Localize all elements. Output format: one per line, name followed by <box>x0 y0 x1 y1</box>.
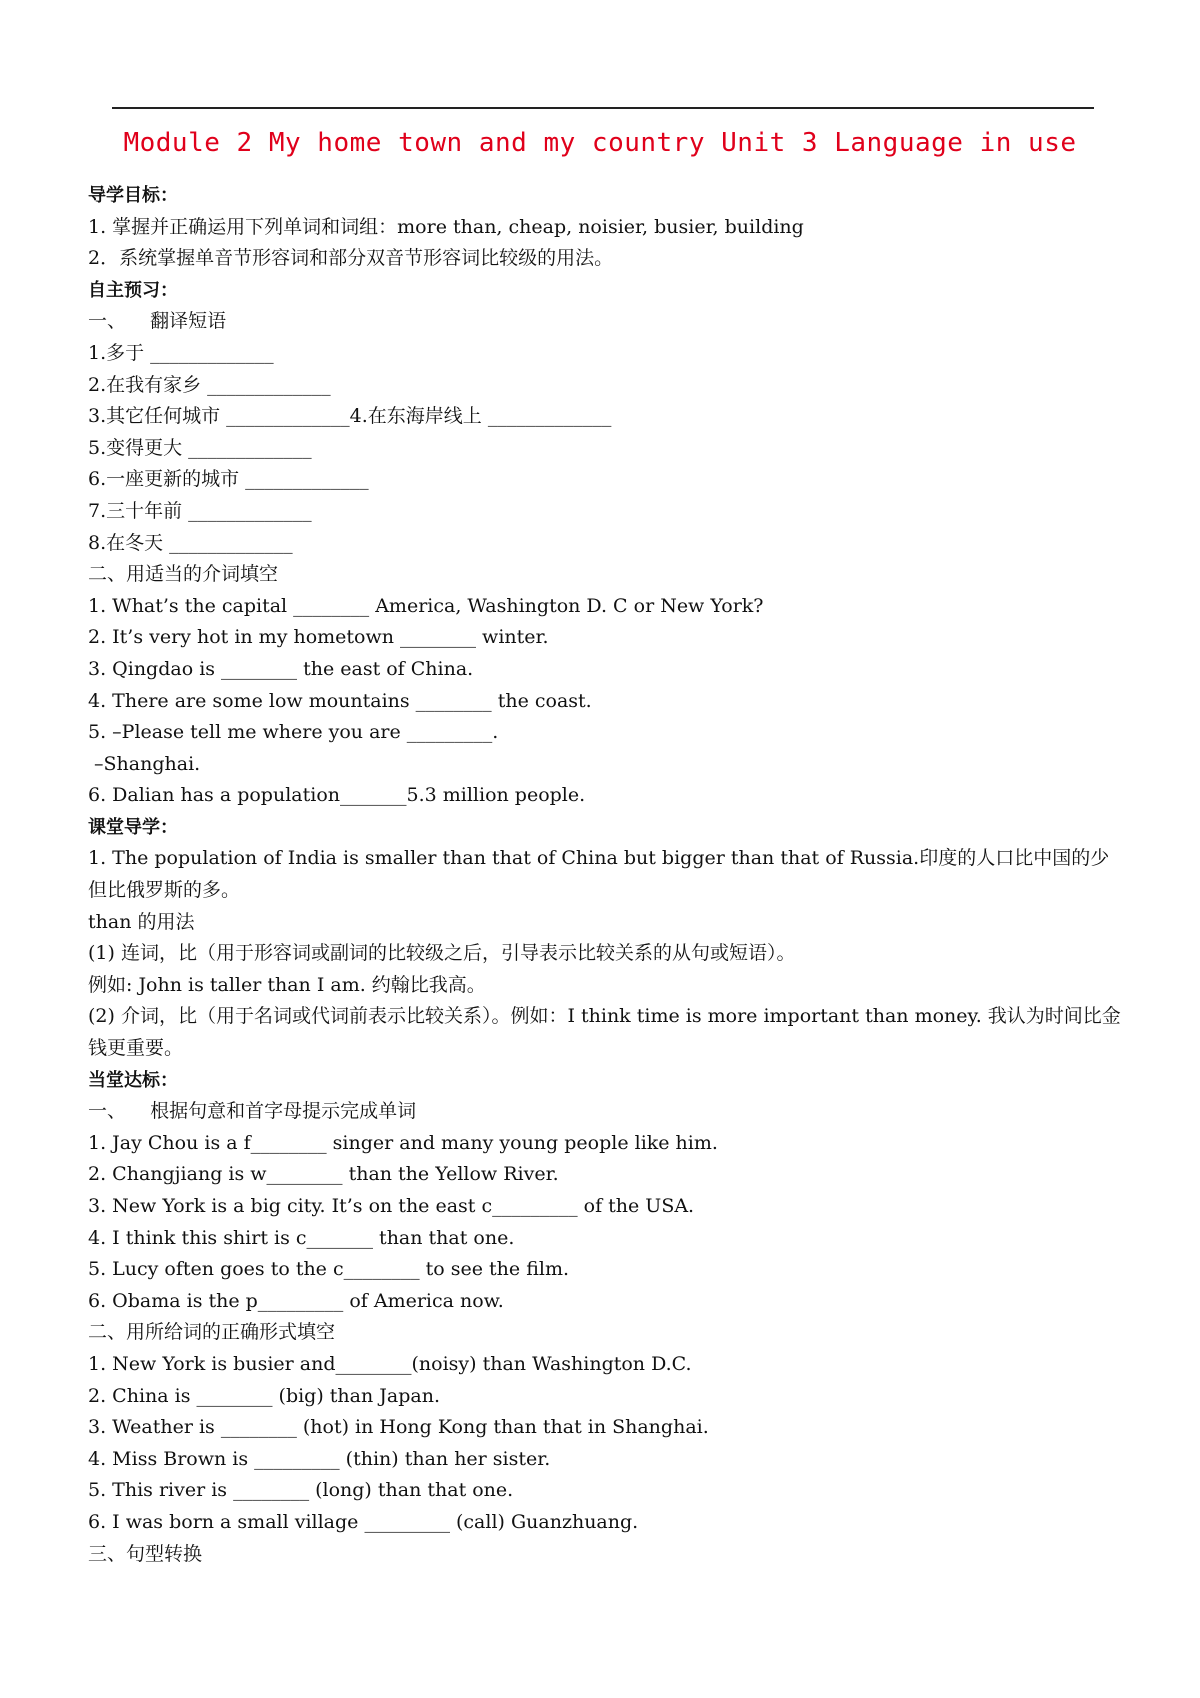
text-line: 1. What’s the capital ________ America, Washington D. C or New York? <box>88 594 764 617</box>
text-line: (2) 介词，比（用于名词或代词前表示比较关系）。例如：I think time is more important than money. 我认为时间比金钱更重要。 <box>88 1005 1121 1060</box>
worksheet-body <box>88 180 1128 1570</box>
text-line: 6. Obama is the p_________ of America now. <box>88 1289 504 1312</box>
section-heading: 自主预习： <box>88 279 178 301</box>
text-line: (1) 连词，比（用于形容词或副词的比较级之后，引导表示比较关系的从句或短语）。 <box>88 942 796 965</box>
text-line: 1. Jay Chou is a f________ singer and many young people like him. <box>88 1131 718 1154</box>
text-line: 1. The population of India is smaller than that of China but bigger than that of Russia.印度的人口比中国的少但比俄罗斯的多。 <box>88 847 1110 902</box>
text-line: 1. 掌握并正确运用下列单词和词组：more than, cheap, noisier, busier, building <box>88 215 804 238</box>
text-line: 2.在我有家乡 _____________ <box>88 373 331 396</box>
text-line: 3.其它任何城市 _____________4.在东海岸线上 _____________ <box>88 405 612 428</box>
text-line: 二、用适当的介词填空 <box>88 563 279 586</box>
text-line: 2．系统掌握单音节形容词和部分双音节形容词比较级的用法。 <box>88 247 614 270</box>
header-rule <box>112 107 1094 109</box>
text-line: 二、用所给词的正确形式填空 <box>88 1321 336 1344</box>
text-line: 5. This river is ________ (long) than that one. <box>88 1479 514 1502</box>
text-line: –Shanghai. <box>88 752 201 775</box>
text-line: 例如: John is taller than I am. 约翰比我高。 <box>88 973 486 996</box>
text-line: 6.一座更新的城市 _____________ <box>88 468 369 491</box>
text-line: 2. Changjiang is w________ than the Yellow River. <box>88 1163 559 1186</box>
section-heading: 导学目标： <box>88 185 178 206</box>
text-line: 3. New York is a big city. It’s on the east c_________ of the USA. <box>88 1195 695 1217</box>
text-line: than 的用法 <box>88 910 195 933</box>
text-line: 2. It’s very hot in my hometown ________ winter. <box>88 626 549 649</box>
text-line: 一、 翻译短语 <box>88 310 227 333</box>
text-line: 1. New York is busier and________(noisy) than Washington D.C. <box>88 1352 692 1375</box>
text-line: 5. Lucy often goes to the c________ to see the film. <box>88 1258 570 1281</box>
text-line: 6. I was born a small village _________ (call) Guanzhuang. <box>88 1510 639 1533</box>
text-line: 三、句型转换 <box>88 1542 203 1565</box>
text-line: 4. Miss Brown is _________ (thin) than her sister. <box>88 1447 551 1470</box>
text-line: 2. China is ________ (big) than Japan. <box>88 1384 440 1407</box>
text-line: 5. –Please tell me where you are _________. <box>88 721 499 744</box>
text-line: 一、 根据句意和首字母提示完成单词 <box>88 1100 417 1123</box>
text-line: 4. I think this shirt is c_______ than that one. <box>88 1226 515 1249</box>
text-line: 3. Qingdao is ________ the east of China. <box>88 657 474 680</box>
text-line: 8.在冬天 _____________ <box>88 531 293 554</box>
text-line: 5.变得更大 _____________ <box>88 436 312 459</box>
text-line: 3. Weather is ________ (hot) in Hong Kong than that in Shanghai. <box>88 1416 709 1439</box>
section-heading: 课堂导学： <box>88 816 178 838</box>
text-line: 4. There are some low mountains ________ the coast. <box>88 689 592 712</box>
section-heading: 当堂达标： <box>88 1069 178 1091</box>
text-line: 6. Dalian has a population_______5.3 million people. <box>88 784 586 807</box>
text-line: 1.多于 _____________ <box>88 341 274 364</box>
text-line: 7.三十年前 _____________ <box>88 499 312 522</box>
page-title: Module 2 My home town and my country Unit 3 Language in use <box>123 128 1077 158</box>
